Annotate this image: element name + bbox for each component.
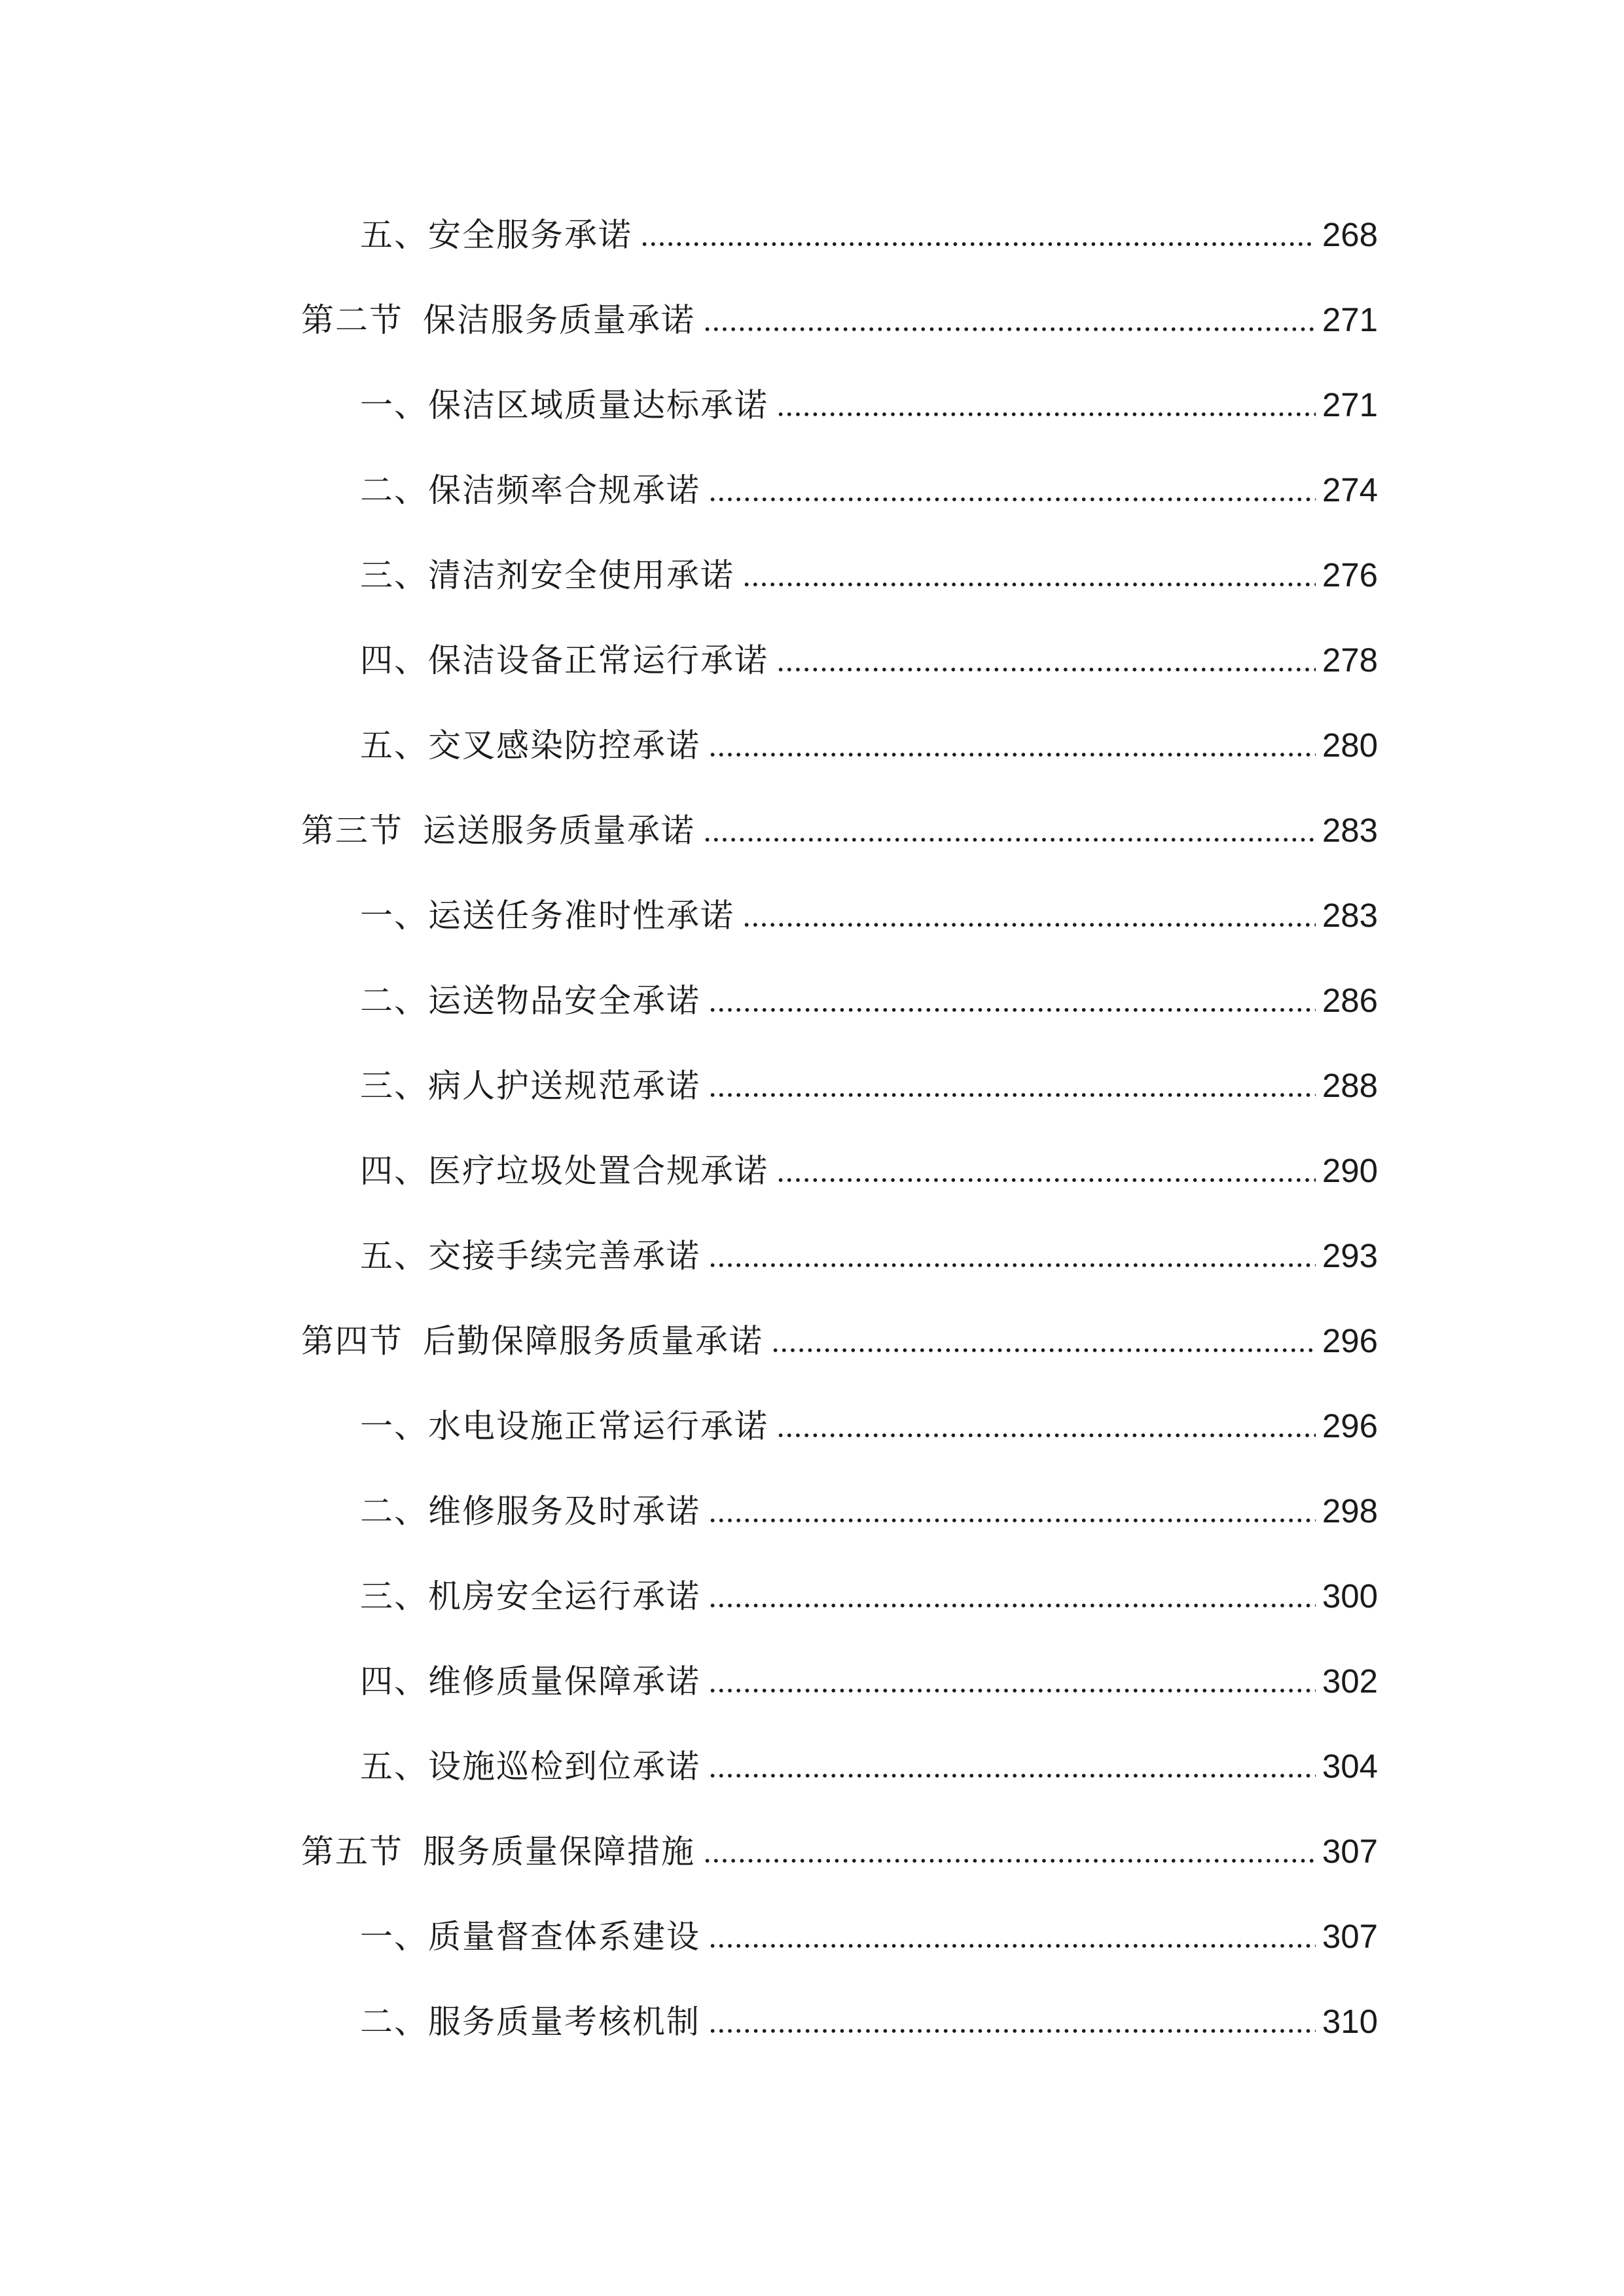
toc-entry-page: 288 — [1322, 1067, 1378, 1104]
toc-entry-text: 运送任务准时性承诺 — [428, 897, 734, 935]
toc-entry-page: 283 — [1322, 897, 1378, 934]
toc-entry-page: 307 — [1322, 1833, 1378, 1870]
toc-entry-page: 271 — [1322, 301, 1378, 338]
toc-entry[interactable] — [301, 1822, 1378, 1881]
toc-entry-text: 运送服务质量承诺 — [423, 812, 695, 850]
toc-entry-page: 298 — [1322, 1492, 1378, 1530]
toc-entry-text: 机房安全运行承诺 — [428, 1577, 700, 1615]
toc-entry[interactable] — [360, 1397, 1378, 1456]
dot-leader — [708, 2026, 1316, 2036]
toc-entry-title — [301, 801, 695, 860]
dot-leader — [776, 410, 1316, 419]
dot-leader — [776, 1175, 1316, 1185]
toc-entry-title — [360, 461, 700, 520]
toc-entry-text: 病人护送规范承诺 — [428, 1067, 700, 1105]
toc-entry-title — [360, 546, 734, 605]
dot-leader — [742, 920, 1316, 929]
toc-entry-number: 五、 — [360, 1748, 428, 1785]
toc-entry[interactable] — [360, 1141, 1378, 1200]
dot-leader — [708, 1516, 1316, 1525]
toc-entry-title — [360, 1482, 700, 1541]
toc-entry-page: 307 — [1322, 1918, 1378, 1955]
toc-entry[interactable] — [360, 546, 1378, 605]
toc-entry-title — [301, 291, 695, 350]
toc-entry-number: 二、 — [360, 982, 428, 1020]
toc-entry-number: 五、 — [360, 1237, 428, 1275]
toc-entry-number: 三、 — [360, 1067, 428, 1105]
toc-entry[interactable] — [301, 291, 1378, 350]
toc-entry-page: 268 — [1322, 216, 1378, 253]
toc-entry-title — [360, 631, 768, 690]
toc-entry-text: 清洁剂安全使用承诺 — [428, 556, 734, 594]
toc-entry[interactable] — [360, 1056, 1378, 1115]
toc-entry-number: 四、 — [360, 641, 428, 679]
toc-entry-page: 300 — [1322, 1577, 1378, 1615]
toc-entry-text: 运送物品安全承诺 — [428, 982, 700, 1020]
dot-leader — [708, 1261, 1316, 1270]
dot-leader — [708, 1941, 1316, 1950]
toc-entry-number: 二、 — [360, 2003, 428, 2041]
toc-entry-page: 283 — [1322, 812, 1378, 849]
toc-entry-text: 保洁设备正常运行承诺 — [428, 641, 768, 679]
toc-entry-text: 保洁频率合规承诺 — [428, 471, 700, 509]
toc-entry-text: 后勤保障服务质量承诺 — [423, 1322, 763, 1360]
toc-entry-text: 安全服务承诺 — [428, 216, 632, 254]
toc-entry-text: 服务质量考核机制 — [428, 2003, 700, 2041]
toc-entry-page: 310 — [1322, 2003, 1378, 2040]
toc-entry-title — [360, 1737, 700, 1796]
toc-entry[interactable] — [301, 801, 1378, 860]
toc-entry-text: 水电设施正常运行承诺 — [428, 1407, 768, 1445]
dot-leader — [708, 1601, 1316, 1610]
toc-entry-title — [360, 1567, 700, 1626]
toc-entry-title — [360, 1141, 768, 1200]
toc-entry-text: 服务质量保障措施 — [423, 1833, 695, 1871]
dot-leader — [703, 1856, 1316, 1865]
toc-entry-page: 280 — [1322, 726, 1378, 764]
toc-entry[interactable] — [360, 1907, 1378, 1966]
toc-entry-text: 保洁区域质量达标承诺 — [428, 386, 768, 424]
toc-entry-title — [360, 971, 700, 1030]
toc-entry[interactable] — [301, 1312, 1378, 1371]
toc-entry[interactable] — [360, 1652, 1378, 1711]
toc-entry-text: 交接手续完善承诺 — [428, 1237, 700, 1275]
toc-entry[interactable] — [360, 1227, 1378, 1285]
toc-entry-number: 第二节 — [301, 301, 403, 339]
toc-entry-page: 276 — [1322, 556, 1378, 594]
toc-entry-number: 三、 — [360, 556, 428, 594]
toc-entry-number: 四、 — [360, 1152, 428, 1190]
dot-leader — [708, 1771, 1316, 1780]
toc-entry-title — [360, 886, 734, 945]
toc-entry-page: 296 — [1322, 1407, 1378, 1444]
dot-leader — [776, 1431, 1316, 1440]
toc-entry-number: 三、 — [360, 1577, 428, 1615]
toc-entry-text: 设施巡检到位承诺 — [428, 1748, 700, 1785]
toc-entry[interactable] — [360, 1737, 1378, 1796]
dot-leader — [776, 665, 1316, 674]
toc-entry-title — [301, 1822, 695, 1881]
toc-entry-number: 一、 — [360, 1918, 428, 1956]
toc-entry[interactable] — [360, 631, 1378, 690]
toc-entry[interactable] — [360, 1482, 1378, 1541]
toc-entry-page: 271 — [1322, 386, 1378, 423]
dot-leader — [742, 580, 1316, 589]
toc-entry-title — [360, 1227, 700, 1285]
toc-entry-page: 302 — [1322, 1662, 1378, 1700]
toc-entry-number: 一、 — [360, 897, 428, 935]
toc-entry-title — [301, 1312, 763, 1371]
dot-leader — [703, 325, 1316, 334]
toc-entry[interactable] — [360, 716, 1378, 775]
toc-entry-page: 278 — [1322, 641, 1378, 679]
toc-entry-number: 第五节 — [301, 1833, 403, 1871]
toc-entry[interactable] — [360, 886, 1378, 945]
toc-entry-page: 286 — [1322, 982, 1378, 1019]
toc-entry-number: 第四节 — [301, 1322, 403, 1360]
toc-entry-text: 维修质量保障承诺 — [428, 1662, 700, 1700]
toc-entry-page: 274 — [1322, 471, 1378, 509]
dot-leader — [708, 1686, 1316, 1695]
toc-entry-title — [360, 1907, 700, 1966]
toc-entry-text: 质量督查体系建设 — [428, 1918, 700, 1956]
toc-entry[interactable] — [360, 206, 1378, 264]
toc-entry-title — [360, 376, 768, 435]
toc-entry-text: 交叉感染防控承诺 — [428, 726, 700, 764]
toc-entry[interactable] — [360, 1567, 1378, 1626]
toc-entry[interactable] — [360, 376, 1378, 435]
dot-leader — [771, 1346, 1316, 1355]
toc-entry-title — [360, 1397, 768, 1456]
toc-entry-number: 第三节 — [301, 812, 403, 850]
toc-entry[interactable] — [360, 461, 1378, 520]
dot-leader — [708, 1005, 1316, 1014]
toc-entry-number: 一、 — [360, 1407, 428, 1445]
toc-entry-text: 保洁服务质量承诺 — [423, 301, 695, 339]
toc-entry-title — [360, 206, 632, 264]
dot-leader — [703, 835, 1316, 844]
toc-entry-number: 四、 — [360, 1662, 428, 1700]
toc-entry-page: 293 — [1322, 1237, 1378, 1274]
toc-entry-title — [360, 1992, 700, 2051]
toc-entry-number: 二、 — [360, 1492, 428, 1530]
toc-entry-text: 医疗垃圾处置合规承诺 — [428, 1152, 768, 1190]
toc-entry-title — [360, 1056, 700, 1115]
toc-entry-text: 维修服务及时承诺 — [428, 1492, 700, 1530]
dot-leader — [708, 1090, 1316, 1100]
dot-leader — [708, 750, 1316, 759]
toc-entry-title — [360, 716, 700, 775]
toc-entry[interactable] — [360, 971, 1378, 1030]
toc-entry-number: 二、 — [360, 471, 428, 509]
dot-leader — [708, 495, 1316, 504]
toc-entry-page: 296 — [1322, 1322, 1378, 1359]
dot-leader — [640, 240, 1316, 249]
toc-entry-title — [360, 1652, 700, 1711]
toc-entry-page: 290 — [1322, 1152, 1378, 1189]
toc-entry-page: 304 — [1322, 1748, 1378, 1785]
toc-entry[interactable] — [360, 1992, 1378, 2051]
toc-entry-number: 五、 — [360, 216, 428, 254]
toc-entry-number: 五、 — [360, 726, 428, 764]
toc-entry-number: 一、 — [360, 386, 428, 424]
